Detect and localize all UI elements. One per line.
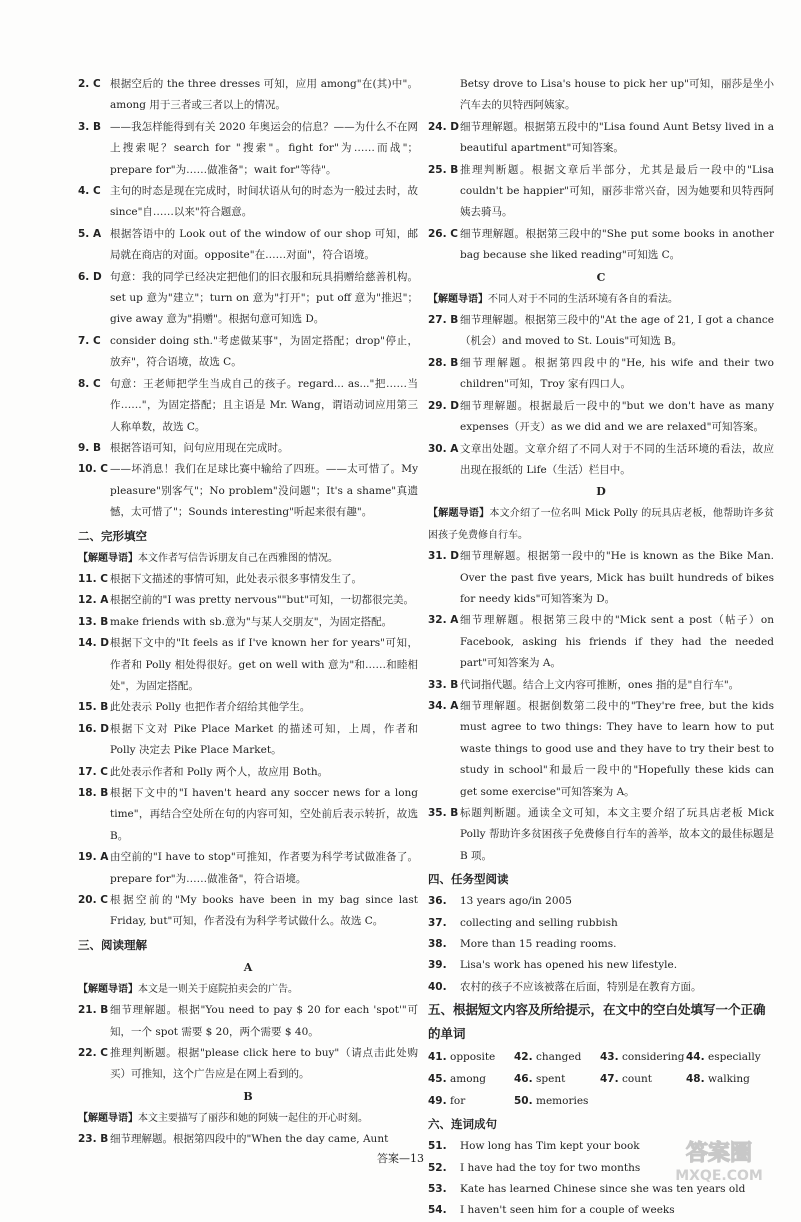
answer-number: 31. D [428, 550, 459, 563]
answer-explanation: 根据下文对 Pike Place Market 的描述可知，上周，作者和 Polly 决定去 Pike Place Market。 [110, 722, 418, 757]
answer-explanation: make friends with sb.意为"与某人交朋友"，为固定搭配。 [110, 615, 393, 628]
answer-number: 28. B [428, 356, 459, 369]
answer-item [78, 783, 418, 847]
guide-d [428, 503, 774, 546]
section-heading-sentence: 六、连词成句 [428, 1117, 497, 1132]
answer-number: 5. A [78, 227, 102, 240]
answer-item [78, 1043, 418, 1086]
answers-group-cloze [78, 569, 418, 933]
answer-number: 7. C [78, 334, 101, 347]
answer-number: 30. A [428, 442, 459, 455]
answer-number: 38. [428, 938, 447, 951]
answer-item [428, 610, 774, 674]
answer-explanation: 推理判断题。根据文章后半部分，尤其是最后一段中的"Lisa couldn't be happier"可知，丽莎非常兴奋，因为她要和贝特西阿姨去骑马。 [460, 163, 774, 219]
guide-a [78, 979, 418, 1000]
answer-continuation: Betsy drove to Lisa's house to pick her up"可知，丽莎是坐小汽车去的贝特西阿姨家。 [460, 78, 774, 112]
answer-item [78, 117, 418, 181]
answer-number: 46. [514, 1073, 533, 1086]
guide-text: 不同人对于不同的生活环境有各自的看法。 [488, 293, 678, 305]
fill-answer [514, 1068, 600, 1090]
answer-number: 13. B [78, 615, 109, 628]
answer-number: 49. [428, 1095, 447, 1108]
answer-number: 54. [428, 1204, 447, 1217]
answer-text: Lisa's work has opened his new lifestyle. [460, 959, 678, 972]
answer-item [428, 396, 774, 439]
answer-text: I have had the toy for two months [460, 1161, 641, 1174]
answer-explanation: 主句的时态是现在完成时，时间状语从句的时态为一般过去时，故 since"自……以来"符合题意。 [110, 185, 418, 219]
answer-explanation: 根据下文中的"I haven't heard any soccer news for a long time"，再结合空处所在句的内容可知，空处前后表示转折，故选 B。 [110, 787, 418, 842]
answer-item [78, 331, 418, 374]
answer-word: among [450, 1073, 487, 1086]
answer-word: opposite [450, 1051, 496, 1064]
answer-item [428, 977, 774, 998]
answer-explanation: 标题判断题。通读全文可知，本文主要介绍了玩具店老板 Mick Polly 帮助许多贫困孩子免费修自行车的善举，故本文的最佳标题是 B 项。 [460, 807, 774, 862]
answer-word: memories [536, 1095, 589, 1108]
answer-number: 44. [686, 1051, 705, 1064]
answer-item [78, 438, 418, 459]
answer-item [428, 955, 774, 976]
answer-explanation: 根据空后的 the three dresses 可知，应用 among"在(其)中"。among 用于三者或三者以上的情况。 [110, 78, 418, 112]
guide-text: 本文介绍了一位名叫 Mick Polly 的玩具店老板，他帮助许多贫困孩子免费修自行车。 [428, 508, 775, 541]
answer-number: 39. [428, 959, 447, 972]
answer-explanation: 根据下文中的"It feels as if I've known her for years"可知，作者和 Polly 相处得很好。get on well with 意为"和……和睦相处"，为固定搭配。 [110, 637, 418, 692]
guide-b [78, 1108, 418, 1129]
answer-explanation: ——坏消息！我们在足球比赛中输给了四班。——太可惜了。My pleasure"别客气"；No problem"没问题"；It's a shame"真遗憾，太可惜了"；Sounds interesting"听起来很有趣"。 [110, 463, 418, 519]
fill-answer [428, 1046, 514, 1068]
answer-number: 23. B [78, 1133, 109, 1146]
answer-item [428, 675, 774, 696]
answer-number: 29. D [428, 399, 459, 412]
answer-number: 24. D [428, 120, 459, 133]
answer-explanation: 根据下文描述的事情可知，此处表示很多事情发生了。 [110, 572, 362, 585]
answer-item [78, 612, 418, 633]
answer-explanation: consider doing sth."考虑做某事"，为固定搭配；drop"停止，放弃"，符合语境，故选 C。 [110, 334, 418, 369]
answer-number: 34. A [428, 699, 459, 712]
answer-item [78, 697, 418, 718]
answer-explanation: 细节理解题。根据第三段中的"At the age of 21, I got a chance（机会）and moved to St. Louis"可知选 B。 [460, 314, 774, 348]
watermark-line1: 答案圈 [685, 1141, 753, 1166]
answer-explanation: 推理判断题。根据"please click here to buy"（请点击此处购买）可推知，这个广告应是在网上看到的。 [110, 1047, 418, 1081]
answer-number: 32. A [428, 614, 459, 627]
answer-explanation: 细节理解题。根据第四段中的"When the day came, Aunt [110, 1133, 389, 1146]
answer-item [428, 439, 774, 482]
right-column [428, 74, 774, 1222]
answer-item [428, 913, 774, 934]
answer-number: 6. D [78, 270, 102, 283]
answer-item [78, 890, 418, 933]
answer-item [428, 353, 774, 396]
answers-group-1 [78, 74, 418, 524]
guide-text: 本文主要描写了丽莎和她的阿姨一起住的开心时刻。 [138, 1112, 368, 1124]
answer-number: 45. [428, 1073, 447, 1086]
guide-cloze [78, 548, 418, 569]
answer-number: 14. D [78, 637, 109, 650]
answer-text: How long has Tim kept your book [460, 1140, 640, 1153]
section-heading-reading: 三、阅读理解 [78, 937, 147, 952]
answer-text: 13 years ago/in 2005 [460, 895, 572, 908]
answer-item [78, 590, 418, 611]
left-column [78, 74, 418, 1151]
answer-item [78, 459, 418, 523]
answer-item [78, 267, 418, 331]
fill-answer [686, 1068, 772, 1090]
answer-item [428, 224, 774, 267]
answer-text: collecting and selling rubbish [460, 916, 618, 929]
watermark-line2: MXQE.COM [675, 1168, 763, 1184]
answer-number: 40. [428, 980, 447, 993]
answer-item [428, 696, 774, 803]
answer-explanation: 细节理解题。根据第一段中的"He is known as the Bike Man. Over the past five years, Mick has built hundreds of bikes for needy kids"可知答案为 D。 [460, 550, 774, 605]
answer-number: 36. [428, 895, 447, 908]
fill-answer [514, 1046, 600, 1068]
answer-explanation: 句意：王老师把学生当成自己的孩子。regard... as..."把……当作……"，为固定搭配；且主语是 Mr. Wang，谓语动词应用第三人称单数，故选 C。 [110, 377, 418, 433]
answer-number: 2. C [78, 78, 101, 90]
answer-explanation: 细节理解题。根据第五段中的"Lisa found Aunt Betsy lived in a beautiful apartment"可知答案。 [460, 120, 774, 155]
answer-number: 50. [514, 1095, 533, 1108]
answer-item [428, 891, 774, 912]
page-footer: 答案—13 [377, 1152, 424, 1165]
answer-number: 48. [686, 1073, 705, 1086]
answer-item [428, 934, 774, 955]
answer-text: 农村的孩子不应该被落在后面，特别是在教育方面。 [460, 980, 702, 993]
answer-item [428, 160, 774, 224]
part-label-a: A [243, 960, 253, 974]
guide-label: 【解题导语】 [78, 1112, 138, 1124]
guide-label: 【解题导语】 [428, 508, 490, 520]
answer-text: More than 15 reading rooms. [460, 938, 617, 951]
watermark-logo [659, 1134, 779, 1186]
answer-explanation: 此处表示 Polly 也把作者介绍给其他学生。 [110, 701, 311, 714]
answer-explanation: ——我怎样能得到有关 2020 年奥运会的信息？——为什么不在网上搜索呢？search for "搜索"。fight for"为……而战"；prepare for"为……做准备"；wait for"等待"。 [110, 120, 418, 176]
answer-word: changed [536, 1051, 582, 1064]
answer-word: spent [536, 1073, 566, 1086]
answer-explanation: 此处表示作者和 Polly 两个人，故应用 Both。 [110, 765, 329, 778]
answer-item [78, 847, 418, 890]
answer-explanation: 细节理解题。根据"You need to pay $ 20 for each 'spot'"可知，一个 spot 需要 $ 20，两个需要 $ 40。 [110, 1004, 418, 1038]
guide-text: 本文作者写信告诉朋友自己在西雅图的情况。 [138, 552, 338, 564]
answer-number: 47. [600, 1073, 619, 1086]
guide-text: 本文是一则关于庭院拍卖会的广告。 [138, 983, 298, 995]
answer-word: considering [622, 1051, 685, 1064]
answer-number: 21. B [78, 1004, 109, 1017]
answer-number: 3. B [78, 120, 101, 133]
answer-number: 26. C [428, 227, 458, 240]
answer-number: 8. C [78, 377, 101, 390]
answer-explanation: 文章出处题。文章介绍了不同人对于不同的生活环境的看法，故应出现在报纸的 Life（生活）栏目中。 [460, 442, 774, 476]
answer-explanation: 代词指代题。结合上文内容可推断，ones 指的是"自行车"。 [460, 678, 740, 691]
answer-explanation: 细节理解题。根据倒数第二段中的"They're free, but the kids must agree to two things: They have to learn how to put waste things to good use and they have to try their best to study in school"和最后一段中的"Hopefully these kids can get some exercise"可知答案为 A。 [460, 699, 774, 798]
fill-answer [600, 1046, 686, 1068]
answer-number: 11. C [78, 572, 108, 585]
fill-row [428, 1046, 774, 1068]
part-label-d: D [596, 485, 606, 499]
fill-answer [428, 1090, 514, 1112]
fill-answer [428, 1068, 514, 1090]
section-heading-task: 四、任务型阅读 [428, 872, 509, 887]
answer-number: 20. C [78, 894, 108, 907]
fill-answer [686, 1046, 772, 1068]
answer-number: 17. C [78, 765, 108, 778]
answer-number: 15. B [78, 701, 109, 714]
answer-word: especially [708, 1051, 761, 1064]
answer-number: 9. B [78, 441, 101, 454]
answer-explanation: 根据空前的"I was pretty nervous""but"可知，一切都很完美。 [110, 594, 415, 607]
answer-item [78, 1129, 418, 1150]
part-label-b: B [243, 1089, 253, 1103]
answer-number: 4. C [78, 185, 101, 198]
answer-number: 27. B [428, 314, 459, 327]
answer-explanation: 根据空前的"My books have been in my bag since last Friday, but"可知，作者没有为科学考试做什么。故选 C。 [110, 894, 418, 928]
answer-number: 35. B [428, 807, 459, 819]
fill-answer [600, 1068, 686, 1090]
answer-item [428, 803, 774, 867]
answer-item [78, 633, 418, 697]
answer-number: 12. A [78, 594, 109, 607]
answer-number: 37. [428, 916, 447, 929]
fill-row [428, 1068, 774, 1090]
answer-explanation: 根据答语可知，问句应用现在完成时。 [110, 441, 289, 454]
section-heading-fill: 五、根据短文内容及所给提示，在文中的空白处填写一个正确的单词 [428, 1002, 766, 1042]
answer-word: for [450, 1095, 466, 1108]
answer-number: 10. C [78, 463, 108, 476]
guide-label: 【解题导语】 [78, 983, 138, 995]
answer-explanation: 细节理解题。根据第三段中的"She put some books in another bag because she liked reading"可知选 C。 [460, 227, 774, 262]
answer-item [78, 181, 418, 224]
answer-item [78, 1000, 418, 1043]
answer-item [428, 1200, 774, 1221]
answer-item [428, 546, 774, 610]
answer-item [78, 74, 418, 117]
answer-item [428, 117, 774, 160]
answer-explanation: 细节理解题。根据第四段中的"He, his wife and their two children"可知，Troy 家有四口人。 [460, 356, 774, 391]
guide-label: 【解题导语】 [428, 293, 488, 305]
answer-item [78, 374, 418, 438]
answer-number: 22. C [78, 1047, 108, 1060]
answer-number: 16. D [78, 722, 109, 735]
guide-label: 【解题导语】 [78, 552, 138, 564]
answer-word: count [622, 1073, 652, 1086]
answer-word: walking [708, 1073, 750, 1086]
answer-number: 43. [600, 1051, 619, 1064]
section-heading-cloze: 二、完形填空 [78, 528, 147, 543]
answer-explanation: 句意：我的同学已经决定把他们的旧衣服和玩具捐赠给慈善机构。set up 意为"建立"；turn on 意为"打开"；put off 意为"推迟"；give away 意为"捐赠"。根据句意可知选 D。 [110, 270, 418, 326]
answer-text: I haven't seen him for a couple of weeks [460, 1204, 675, 1217]
answer-explanation: 由空前的"I have to stop"可推知，作者要为科学考试做准备了。prepare for"为……做准备"，符合语境。 [110, 851, 418, 885]
fill-answer [514, 1090, 600, 1112]
guide-c [428, 289, 774, 310]
answer-number: 52. [428, 1161, 447, 1174]
answer-number: 18. B [78, 787, 109, 799]
answer-item [78, 569, 418, 590]
answer-explanation: 根据答语中的 Look out of the window of our shop 可知，邮局就在商店的对面。opposite"在……对面"，符合语境。 [110, 227, 418, 262]
answer-number: 25. B [428, 163, 459, 176]
answer-text: Kate has learned Chinese since she was ten years old [460, 1183, 746, 1196]
answer-explanation: 细节理解题。根据第三段中的"Mick sent a post（帖子）on Facebook, asking his friends if they had the needed part"可知答案为 A。 [460, 614, 774, 670]
answer-explanation: 细节理解题。根据最后一段中的"but we don't have as many expenses（开支）as we did and we are relaxed"可知答案。 [460, 399, 774, 434]
answer-item [78, 224, 418, 267]
answer-item [428, 310, 774, 353]
answer-number: 51. [428, 1140, 447, 1153]
answer-number: 53. [428, 1183, 447, 1196]
answer-number: 42. [514, 1051, 533, 1064]
part-label-c: C [596, 270, 606, 284]
answer-number: 33. B [428, 678, 459, 691]
answer-number: 41. [428, 1051, 447, 1064]
answer-item [78, 719, 418, 762]
fill-row [428, 1090, 774, 1112]
answer-item [78, 762, 418, 783]
answer-number: 19. A [78, 851, 109, 864]
